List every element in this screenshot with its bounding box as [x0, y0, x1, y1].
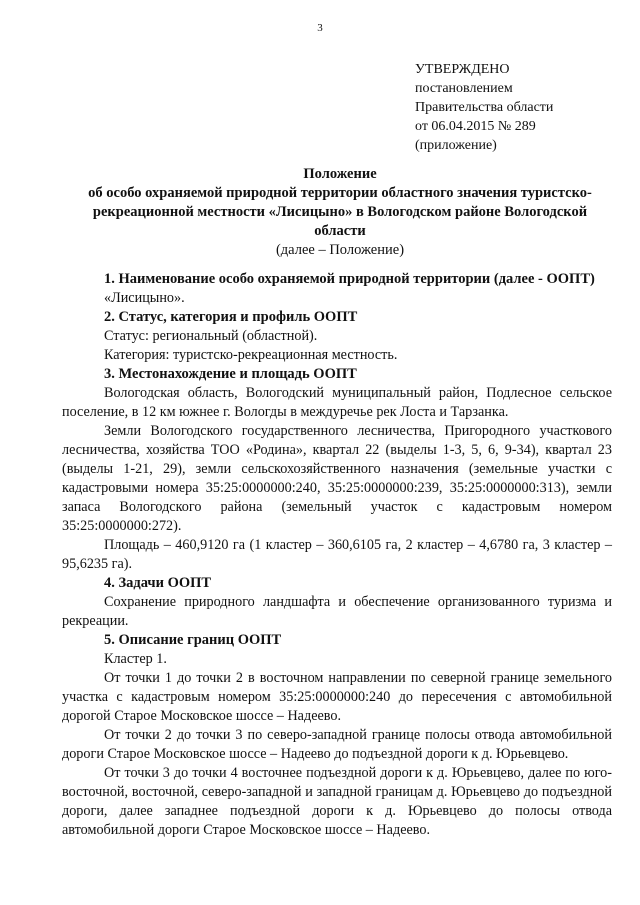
page-number: 3: [317, 22, 323, 34]
paragraph: Сохранение природного ландшафта и обеспечение организованного туризма и рекреации.: [62, 594, 612, 629]
paragraph: Площадь – 460,9120 га (1 кластер – 360,6105 га, 2 кластер – 4,6780 га, 3 кластер – 95,6235 га).: [62, 537, 612, 572]
approval-line: Правительства области: [415, 100, 554, 115]
approval-date: от 06.04.2015 № 289: [415, 119, 536, 134]
document-title: [70, 165, 610, 260]
section-heading: 4. Задачи ООПТ: [104, 575, 212, 591]
title-line: области: [314, 223, 366, 239]
paragraph: Вологодская область, Вологодский муниципальный район, Подлесное сельское поселение, в 12 км южнее г. Вологды в междуречье рек Лоста и Тарзанка.: [62, 385, 612, 420]
approval-note: (приложение): [415, 138, 497, 153]
paragraph: От точки 3 до точки 4 восточнее подъездной дороги к д. Юрьевцево, далее по юго-восточной, восточной, северо-западной и западной границам д. Юрьевцево до подъездной дороги, далее западнее подъездной дороги к д. Юрьевцево до полосы отвода автомобильной дороги Старое Московское шоссе – Надеево.: [62, 765, 612, 838]
paragraph: «Лисицыно».: [104, 290, 185, 306]
section-heading: 2. Статус, категория и профиль ООПТ: [104, 309, 358, 325]
paragraph: От точки 1 до точки 2 в восточном направлении по северной границе земельного участка с кадастровым номером 35:25:0000000:240 до пересечения с автомобильной дорогой Старое Московское шоссе – Надеево.: [62, 670, 612, 724]
document-body: [62, 270, 612, 840]
title-line: рекреационной местности «Лисицыно» в Вологодском районе Вологодской: [92, 204, 588, 220]
paragraph: Категория: туристско-рекреационная местность.: [104, 347, 398, 363]
section-heading: 3. Местонахождение и площадь ООПТ: [104, 366, 357, 382]
title-note: (далее – Положение): [275, 242, 405, 258]
title-line: об особо охраняемой природной территории областного значения туристско-: [88, 185, 592, 201]
approval-block: [415, 60, 553, 155]
paragraph: Земли Вологодского государственного лесничества, Пригородного участкового лесничества, хозяйства ТОО «Родина», квартал 22 (выделы 1-3, 5, 6, 9-34), квартал 23 (выделы 1-21, 29), земли сельскохозяйственного назначения (земельные участки с кадастровыми номера 35:25:0000000:240, 35:25:0000000:239, 35:25:0000000:313), земли запаса Вологодского района (земельный участок с кадастровым номером 35:25:0000000:272).: [62, 423, 612, 534]
title-heading: Положение: [303, 166, 377, 182]
paragraph: Кластер 1.: [104, 651, 167, 667]
section-heading: 1. Наименование особо охраняемой природной территории (далее - ООПТ): [104, 271, 595, 287]
approval-line: постановлением: [415, 81, 513, 96]
paragraph: От точки 2 до точки 3 по северо-западной границе полосы отвода автомобильной дороги Старое Московское шоссе – Надеево до подъездной дороги к д. Юрьевцево.: [62, 727, 612, 762]
approval-stamp: УТВЕРЖДЕНО: [415, 62, 510, 77]
paragraph: Статус: региональный (областной).: [104, 328, 318, 344]
section-heading: 5. Описание границ ООПТ: [104, 632, 282, 648]
